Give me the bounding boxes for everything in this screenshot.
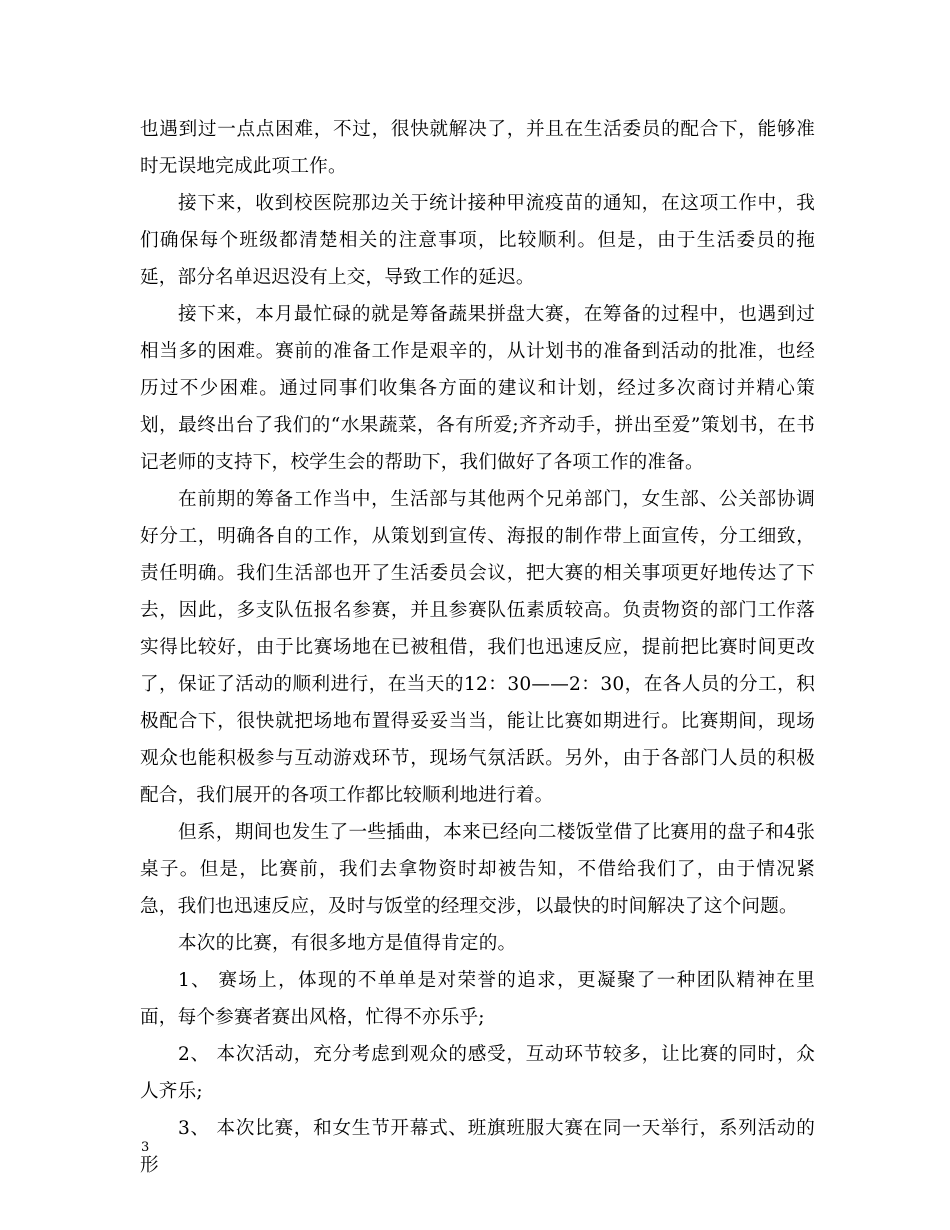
list-item-2: 2、 本次活动，充分考虑到观众的感受，互动环节较多，让比赛的同时，众人齐乐; [140, 1044, 815, 1102]
paragraph-highlights-intro: 本次的比赛，有很多地方是值得肯定的。 [178, 933, 517, 954]
list-item-3: 3、 本次比赛，和女生节开幕式、班旗班服大赛在同一天举行，系列活动的形 [140, 1118, 815, 1176]
paragraph-continuation: 也遇到过一点点困难，不过，很快就解决了，并且在生活委员的配合下，能够准时无误地完成此项工作。 [140, 119, 815, 177]
paragraph-incident: 但系，期间也发生了一些插曲，本来已经向二楼饭堂借了比赛用的盘子和4张桌子。但是，比赛前，我们去拿物资时却被告知，不借给我们了，由于情况紧急，我们也迅速反应，及时与饭堂的经理交涉，以最快的时间解决了这个问题。 [140, 822, 815, 917]
list-item-1: 1、 赛场上，体现的不单单是对荣誉的追求，更凝聚了一种团队精神在里面，每个参赛者赛出风格，忙得不亦乐乎; [140, 970, 815, 1028]
page-number: 3 [141, 1140, 150, 1155]
body-text [140, 111, 815, 1184]
paragraph-vaccine-notice: 接下来，收到校医院那边关于统计接种甲流疫苗的通知，在这项工作中，我们确保每个班级都清楚相关的注意事项，比较顺利。但是，由于生活委员的拖延，部分名单迟迟没有上交，导致工作的延迟。 [140, 193, 815, 288]
paragraph-contest-preparation: 接下来，本月最忙碌的就是筹备蔬果拼盘大赛，在筹备的过程中，也遇到过相当多的困难。赛前的准备工作是艰辛的，从计划书的准备到活动的批准，也经历过不少困难。通过同事们收集各方面的建议和计划，经过多次商讨并精心策划，最终出台了我们的“水果蔬菜，各有所爱;齐齐动手，拼出至爱”策划书，在书记老师的支持下，校学生会的帮助下，我们做好了各项工作的准备。 [140, 304, 815, 473]
paragraph-early-planning: 在前期的筹备工作当中，生活部与其他两个兄弟部门，女生部、公关部协调好分工，明确各自的工作，从策划到宣传、海报的制作带上面宣传，分工细致，责任明确。我们生活部也开了生活委员会议，把大赛的相关事项更好地传达了下去，因此，多支队伍报名参赛，并且参赛队伍素质较高。负责物资的部门工作落实得比较好，由于比赛场地在已被租借，我们也迅速反应，提前把比赛时间更改了，保证了活动的顺利进行，在当天的12：30——2：30，在各人员的分工，积极配合下，很快就把场地布置得妥妥当当，能让比赛如期进行。比赛期间，现场观众也能积极参与互动游戏环节，现场气氛活跃。另外，由于各部门人员的积极配合，我们展开的各项工作都比较顺利地进行着。 [140, 489, 815, 806]
